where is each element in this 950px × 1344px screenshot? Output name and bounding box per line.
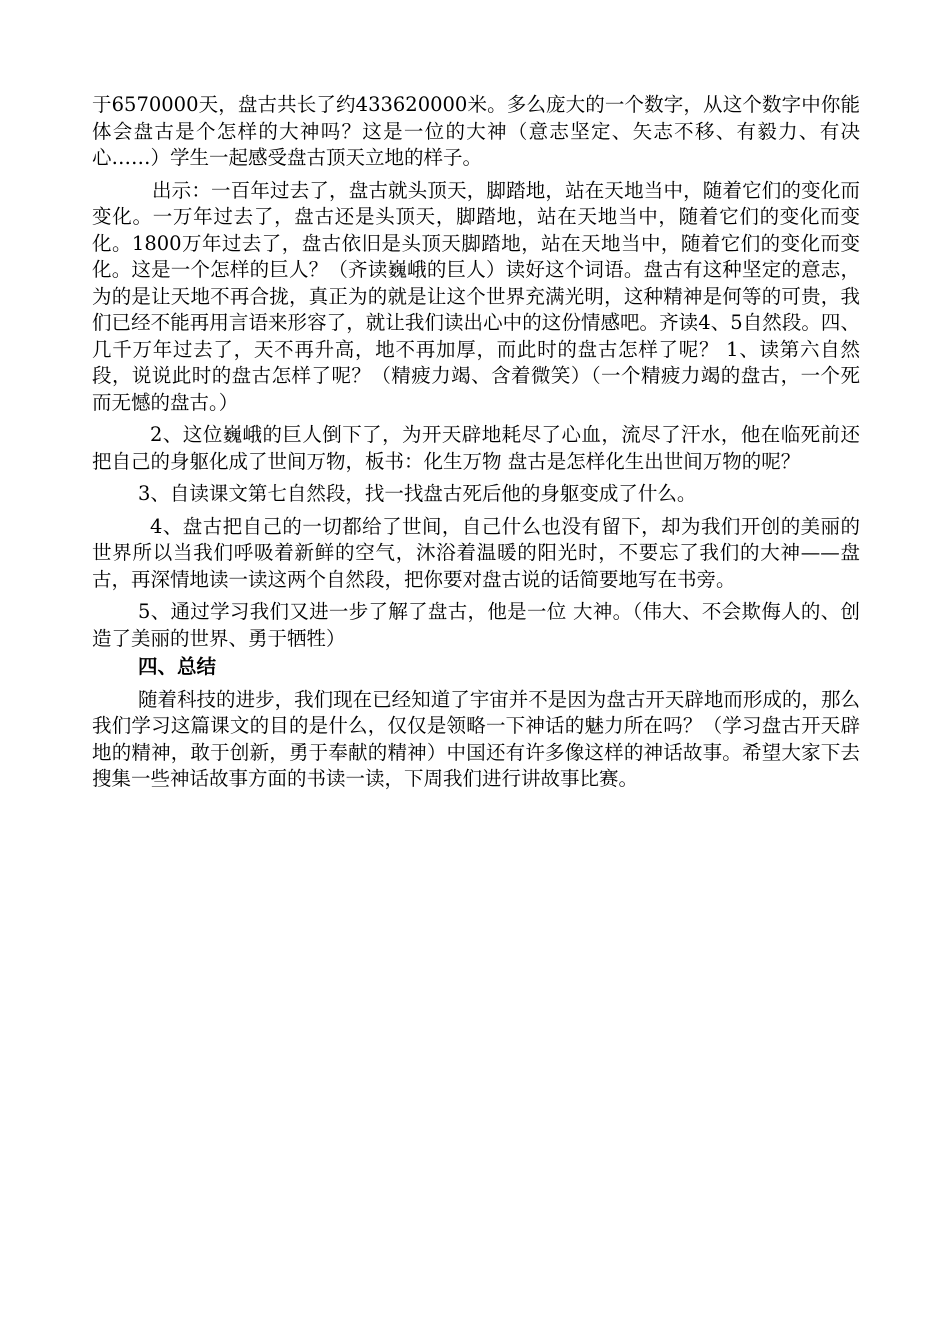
paragraph-4: 3、自读课文第七自然段，找一找盘古死后他的身躯变成了什么。 (138, 482, 697, 505)
paragraph-2: 出示：一百年过去了，盘古就头顶天，脚踏地，站在天地当中，随着它们的变化而变化。一万年过去了，盘古还是头顶天，脚踏地，站在天地当中，随着它们的变化而变化。1800万年过去了，盘古依旧是头顶天脚踏地，站在天地当中，随着它们的变化而变化。这是一个怎样的巨人？（齐读巍峨的巨人）读好这个词语。盘古有这种坚定的意志，为的是让天地不再合拢，真正为的就是让这个世界充满光明，这种精神是何等的可贵，我们已经不能再用言语来形容了，就让我们读出心中的这份情感吧。齐读4、5自然段。四、几千万年过去了，天不再升高，地不再加厚，而此时的盘古怎样了呢？ 1、读第六自然段，说说此时的盘古怎样了呢？（精疲力竭、含着微笑）（一个精疲力竭的盘古，一个死而无憾的盘古。） (92, 178, 860, 414)
paragraph-6: 5、通过学习我们又进一步了解了盘古，他是一位 大神。（伟大、不会欺侮人的、创造了美丽的世界、勇于牺牲） (92, 600, 860, 650)
closing-paragraph: 随着科技的进步，我们现在已经知道了宇宙并不是因为盘古开天辟地而形成的，那么我们学习这篇课文的目的是什么，仅仅是领略一下神话的魅力所在吗？（学习盘古开天辟地的精神，敢于创新，勇于奉献的精神）中国还有许多像这样的神话故事。希望大家下去搜集一些神话故事方面的书读一读，下周我们进行讲故事比赛。 (92, 687, 860, 790)
paragraph-5: 4、盘古把自己的一切都给了世间，自己什么也没有留下，却为我们开创的美丽的世界所以当我们呼吸着新鲜的空气，沐浴着温暖的阳光时，不要忘了我们的大神——盘古，再深情地读一读这两个自然段，把你要对盘古说的话简要地写在书旁。 (92, 514, 860, 591)
paragraph-1: 于6570000天，盘古共长了约433620000米。多么庞大的一个数字，从这个数字中你能体会盘古是个怎样的大神吗？这是一位的大神（意志坚定、矢志不移、有毅力、有决心……）学生一起感受盘古顶天立地的样子。 (92, 93, 860, 169)
document-body (92, 92, 860, 793)
section-heading: 四、总结 (138, 655, 217, 678)
paragraph-3: 2、这位巍峨的巨人倒下了，为开天辟地耗尽了心血，流尽了汗水，他在临死前还把自己的身躯化成了世间万物，板书：化生万物 盘古是怎样化生出世间万物的呢？ (92, 423, 860, 473)
